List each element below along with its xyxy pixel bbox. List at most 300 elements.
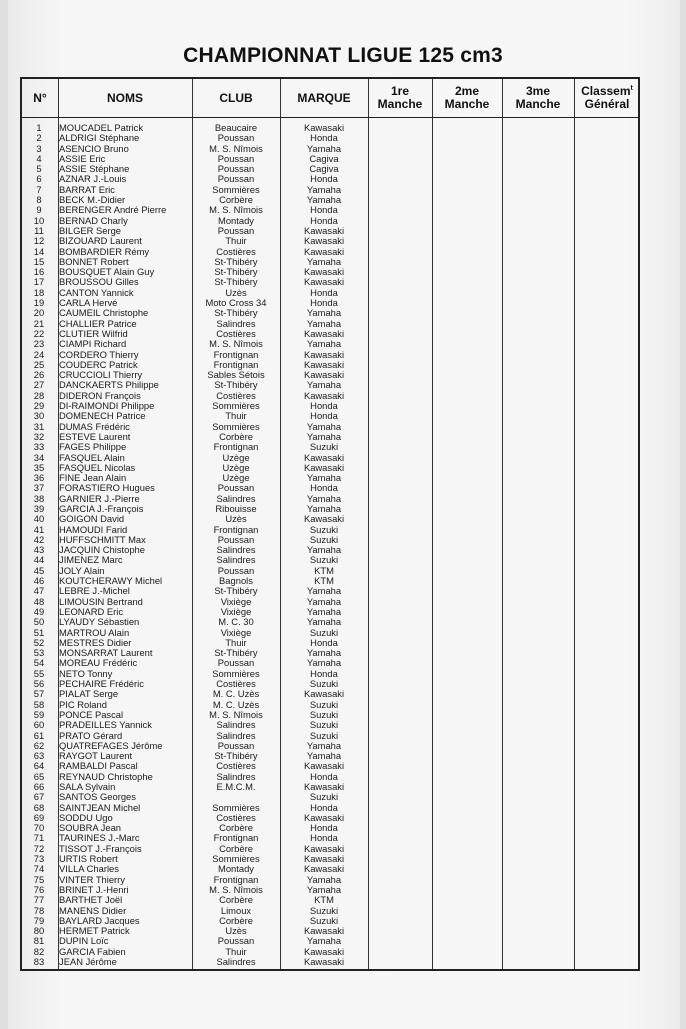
rider-brand: Honda [310, 832, 338, 844]
rider-name: BARRAT Eric [59, 183, 115, 195]
rider-name: JEAN Jérôme [59, 956, 117, 968]
rider-number: 80 [33, 925, 45, 937]
rider-number: 31 [33, 420, 45, 432]
rider-brand: Cagiva [309, 163, 339, 175]
rider-number: 39 [33, 502, 45, 514]
rider-number: 45 [33, 564, 45, 576]
rider-brand: Kawasaki [303, 925, 345, 937]
rider-brand: Suzuki [309, 533, 339, 545]
rider-number: 38 [33, 492, 45, 504]
rider-name: DOMENECH Patrice [59, 410, 146, 422]
header-overall-ranking: Classem$^t$ Général [581, 84, 633, 111]
rider-name: ASSIE Stéphane [59, 163, 130, 175]
table-row [22, 442, 638, 452]
rider-name: DI-RAIMONDI Philippe [59, 400, 155, 412]
rider-club: Corbère [219, 914, 253, 926]
rider-club: Montady [218, 863, 254, 875]
rider-club: Costières [216, 760, 256, 772]
rider-club: St-Thibéry [214, 647, 258, 659]
rider-list [22, 123, 638, 967]
rider-brand: Yamaha [306, 605, 342, 617]
rider-number: 55 [33, 667, 45, 679]
rider-name: BOUSQUET Alain Guy [59, 266, 155, 278]
rider-club: Poussan [217, 152, 255, 164]
rider-brand: Yamaha [306, 883, 342, 895]
rider-club: Thuir [225, 945, 247, 957]
rider-club: St-Thibéry [214, 255, 258, 267]
rider-number: 40 [33, 513, 45, 525]
results-table [20, 77, 640, 971]
rider-name: PIC Roland [59, 698, 107, 710]
rider-name: HERMET Patrick [59, 925, 130, 937]
rider-brand: Kawasaki [303, 348, 345, 360]
rider-name: SAINTJEAN Michel [59, 801, 141, 813]
rider-club: Frontignan [213, 358, 259, 370]
rider-name: TISSOT J.-François [59, 842, 142, 854]
rider-brand: Kawasaki [303, 224, 345, 236]
rider-brand: Kawasaki [303, 389, 345, 401]
rider-name: FORASTIERO Hugues [59, 482, 155, 494]
rider-number: 52 [33, 636, 45, 648]
rider-number: 65 [33, 770, 45, 782]
rider-club: Uzès [225, 286, 247, 298]
rider-brand: Honda [310, 770, 338, 782]
rider-name: BROUSSOU Gilles [59, 276, 139, 288]
rider-number: 49 [33, 605, 45, 617]
rider-club: Salindres [216, 770, 256, 782]
rider-number: 57 [33, 688, 45, 700]
rider-club: Thuir [225, 410, 247, 422]
rider-brand: Suzuki [309, 523, 339, 535]
table-row [22, 339, 638, 349]
rider-name: CARLA Hervé [59, 297, 118, 309]
rider-club: St-Thibéry [214, 266, 258, 278]
rider-club: M. C. 30 [218, 616, 254, 628]
rider-name: PIALAT Serge [59, 688, 119, 700]
rider-club: Corbère [219, 822, 253, 834]
rider-club: M. S. Nîmois [209, 883, 263, 895]
rider-name: LYAUDY Sébastien [59, 616, 140, 628]
rider-name: ASSIE Eric [59, 152, 106, 164]
rider-name: REYNAUD Christophe [59, 770, 153, 782]
rider-brand: KTM [314, 894, 334, 906]
rider-name: SOUBRA Jean [59, 822, 122, 834]
rider-club: St-Thibéry [214, 750, 258, 762]
rider-number: 37 [33, 482, 45, 494]
header-heat-2: 2me Manche [444, 84, 490, 111]
rider-brand: Yamaha [306, 194, 342, 206]
rider-name: AZNAR J.-Louis [59, 173, 127, 185]
rider-name: DUPIN Loïc [59, 935, 109, 947]
rider-number: 42 [33, 533, 45, 545]
rider-number: 46 [33, 575, 45, 587]
rider-club: Salindres [216, 492, 256, 504]
rider-name: SANTOS Georges [59, 791, 136, 803]
rider-number: 78 [33, 904, 45, 916]
rider-club: Frontignan [213, 832, 259, 844]
rider-name: PRATO Gérard [59, 729, 123, 741]
rider-number: 17 [33, 276, 45, 288]
rider-brand: Yamaha [306, 379, 342, 391]
rider-name: RAYGOT Laurent [59, 750, 133, 762]
rider-club: Poussan [217, 482, 255, 494]
rider-name: COUDERC Patrick [59, 358, 138, 370]
rider-club: Salindres [216, 729, 256, 741]
rider-brand: KTM [314, 564, 334, 576]
rider-brand: Cagiva [309, 152, 339, 164]
rider-name: MOUCADEL Patrick [59, 122, 144, 133]
rider-brand: Suzuki [309, 708, 339, 720]
rider-name: VINTER Thierry [59, 873, 125, 885]
rider-name: KOUTCHERAWY Michel [59, 575, 163, 587]
rider-brand: Yamaha [306, 657, 342, 669]
rider-name: BOMBARDIER Rémy [59, 245, 150, 257]
rider-number: 63 [33, 750, 45, 762]
rider-name: BARTHET Joël [59, 894, 123, 906]
rider-brand: Yamaha [306, 935, 342, 947]
rider-name: GARNIER J.-Pierre [59, 492, 140, 504]
rider-club: Corbère [219, 194, 253, 206]
rider-number: 71 [33, 832, 45, 844]
rider-club: St-Thibéry [214, 585, 258, 597]
rider-brand: Kawasaki [303, 235, 345, 247]
rider-name: BERENGER André Pierre [59, 204, 167, 216]
rider-club: Uzès [225, 513, 247, 525]
rider-brand: Yamaha [306, 338, 342, 350]
rider-brand: Kawasaki [303, 760, 345, 772]
rider-name: BECK M.-Didier [59, 194, 126, 206]
rider-brand: Kawasaki [303, 369, 345, 381]
rider-name: HAMOUDI Farid [59, 523, 128, 535]
rider-name: CLUTIER Wilfrid [59, 327, 128, 339]
rider-club: Poussan [217, 132, 255, 144]
rider-number: 50 [33, 616, 45, 628]
rider-club: Sommières [212, 853, 260, 865]
rider-club: Corbère [219, 430, 253, 442]
rider-number: 7 [36, 183, 42, 195]
rider-club: Poussan [217, 224, 255, 236]
rider-name: MESTRES Didier [59, 636, 132, 648]
rider-brand: Honda [310, 400, 338, 412]
rider-brand: Honda [310, 410, 338, 422]
rider-number: 9 [36, 204, 42, 216]
rider-club: Frontignan [213, 348, 259, 360]
rider-name: BILGER Serge [59, 224, 122, 236]
rider-number: 1 [36, 122, 42, 133]
rider-club: E.M.C.M. [216, 781, 256, 792]
rider-club: M. C. Uzès [212, 688, 260, 700]
header-divider [22, 117, 638, 118]
rider-brand: Honda [310, 667, 338, 679]
rider-name: JACQUIN Chistophe [59, 544, 145, 556]
rider-number: 14 [33, 245, 45, 257]
rider-number: 8 [36, 194, 42, 206]
rider-number: 73 [33, 853, 45, 865]
rider-number: 64 [33, 760, 45, 772]
rider-number: 54 [33, 657, 45, 669]
rider-number: 19 [33, 297, 45, 309]
rider-name: PONCE Pascal [59, 708, 124, 720]
rider-number: 10 [33, 214, 45, 226]
rider-name: PECHAIRE Frédéric [59, 678, 144, 690]
rider-number: 72 [33, 842, 45, 854]
rider-number: 76 [33, 883, 45, 895]
rider-club: Poussan [217, 657, 255, 669]
rider-club: Sommières [212, 183, 260, 195]
rider-brand: Honda [310, 636, 338, 648]
rider-brand: Kawasaki [303, 327, 345, 339]
rider-brand: Kawasaki [303, 842, 345, 854]
rider-club: Costières [216, 327, 256, 339]
rider-club: St-Thibéry [214, 307, 258, 319]
rider-name: CAUMEIL Christophe [59, 307, 149, 319]
rider-name: PRADEILLES Yannick [59, 719, 152, 731]
rider-name: QUATREFAGES Jérôme [59, 739, 163, 751]
rider-number: 59 [33, 708, 45, 720]
rider-brand: Yamaha [306, 647, 342, 659]
rider-brand: Kawasaki [303, 811, 345, 823]
rider-number: 56 [33, 678, 45, 690]
rider-club: Sommières [212, 667, 260, 679]
rider-name: DANCKAERTS Philippe [59, 379, 159, 391]
rider-brand: Honda [310, 801, 338, 813]
rider-number: 26 [33, 369, 45, 381]
rider-club: Vixiège [220, 605, 252, 617]
rider-number: 41 [33, 523, 45, 535]
rider-number: 34 [33, 451, 45, 463]
rider-brand: Kawasaki [303, 853, 345, 865]
header-heat-1: 1re Manche [377, 84, 423, 111]
rider-brand: Yamaha [306, 420, 342, 432]
rider-number: 27 [33, 379, 45, 391]
rider-number: 60 [33, 719, 45, 731]
rider-club: M. S. Nîmois [209, 708, 263, 720]
rider-number: 6 [36, 173, 42, 185]
rider-number: 62 [33, 739, 45, 751]
rider-brand: Yamaha [306, 750, 342, 762]
rider-number: 51 [33, 626, 45, 638]
rider-brand: Kawasaki [303, 945, 345, 957]
rider-name: GOIGON David [59, 513, 125, 525]
rider-brand: Yamaha [306, 430, 342, 442]
rider-name: ASENCIO Bruno [59, 142, 129, 154]
rider-brand: Yamaha [306, 317, 342, 329]
rider-club: Salindres [216, 719, 256, 731]
rider-club: Salindres [216, 554, 256, 566]
rider-club: Poussan [217, 533, 255, 545]
rider-number: 43 [33, 544, 45, 556]
rider-name: BAYLARD Jacques [59, 914, 140, 926]
rider-number: 74 [33, 863, 45, 875]
rider-number: 11 [34, 224, 44, 236]
rider-brand: Yamaha [306, 255, 342, 267]
rider-brand: Yamaha [306, 502, 342, 514]
rider-name: MONSARRAT Laurent [59, 647, 153, 659]
rider-club: Ribouisse [215, 502, 257, 514]
rider-number: 30 [33, 410, 45, 422]
rider-club: Thuir [225, 235, 247, 247]
rider-number: 66 [33, 781, 45, 792]
rider-club: Costières [216, 245, 256, 257]
rider-brand: Kawasaki [303, 956, 345, 968]
rider-number: 18 [33, 286, 45, 298]
rider-number: 53 [33, 647, 45, 659]
rider-number: 21 [33, 317, 45, 329]
rider-club: Vixiège [220, 626, 252, 638]
rider-name: DIDERON François [59, 389, 141, 401]
rider-club: Montady [218, 214, 254, 226]
header-names: NOMS [107, 90, 143, 105]
rider-club: Costières [216, 678, 256, 690]
rider-number: 4 [36, 152, 42, 164]
rider-brand: Kawasaki [303, 276, 345, 288]
header-club: CLUB [219, 90, 253, 105]
rider-number: 29 [33, 400, 45, 412]
rider-club: Costières [216, 811, 256, 823]
rider-club: Uzège [222, 451, 250, 463]
rider-name: DUMAS Frédéric [59, 420, 130, 432]
rider-brand: KTM [314, 575, 334, 587]
rider-number: 2 [36, 132, 42, 144]
rider-brand: Yamaha [306, 739, 342, 751]
rider-brand: Kawasaki [303, 245, 345, 257]
rider-brand: Suzuki [309, 791, 339, 803]
rider-brand: Honda [310, 482, 338, 494]
rider-brand: Suzuki [309, 678, 339, 690]
rider-name: GARCIA Fabien [59, 945, 126, 957]
rider-number: 68 [33, 801, 45, 813]
rider-brand: Kawasaki [303, 863, 345, 875]
rider-club: Corbère [219, 842, 253, 854]
rider-club: Poussan [217, 163, 255, 175]
rider-brand: Honda [310, 214, 338, 226]
rider-name: FASQUEL Alain [59, 451, 125, 463]
rider-name: LIMOUSIN Bertrand [59, 595, 143, 607]
rider-name: NETO Tonny [59, 667, 113, 679]
rider-club: Frontignan [213, 441, 259, 453]
rider-name: TAURINES J.-Marc [59, 832, 140, 844]
rider-number: 35 [33, 461, 45, 473]
rider-number: 33 [33, 441, 45, 453]
rider-club: St-Thibéry [214, 379, 258, 391]
rider-brand: Yamaha [306, 616, 342, 628]
rider-brand: Suzuki [309, 914, 339, 926]
rider-number: 24 [33, 348, 45, 360]
rider-club: M. S. Nîmois [209, 338, 263, 350]
rider-name: URTIS Robert [59, 853, 118, 865]
rider-brand: Suzuki [309, 729, 339, 741]
rider-club: Beaucaire [214, 122, 258, 133]
rider-number: 3 [36, 142, 42, 154]
rider-club: Uzège [222, 472, 250, 484]
rider-name: RAMBALDI Pascal [59, 760, 138, 772]
rider-club: Sables Sétois [207, 369, 265, 381]
rider-club: Costières [216, 389, 256, 401]
rider-number: 67 [33, 791, 45, 803]
rider-club: Limoux [220, 904, 252, 916]
rider-name: SALA Sylvain [59, 781, 116, 792]
rider-club: M. S. Nîmois [209, 204, 263, 216]
rider-brand: Yamaha [306, 472, 342, 484]
rider-name: CHALLIER Patrice [59, 317, 137, 329]
rider-club: Frontignan [213, 523, 259, 535]
rider-club: Moto Cross 34 [205, 297, 267, 309]
rider-brand: Yamaha [306, 183, 342, 195]
rider-club: Sommières [212, 400, 260, 412]
rider-number: 82 [33, 945, 45, 957]
rider-number: 44 [33, 554, 45, 566]
rider-brand: Suzuki [309, 719, 339, 731]
rider-club: Salindres [216, 317, 256, 329]
rider-brand: Suzuki [309, 904, 339, 916]
rider-number: 75 [33, 873, 45, 885]
header-heat-3: 3me Manche [515, 84, 561, 111]
rider-brand: Yamaha [306, 585, 342, 597]
rider-number: 28 [33, 389, 45, 401]
rider-number: 5 [36, 163, 42, 175]
rider-number: 16 [33, 266, 45, 278]
rider-club: Uzège [222, 461, 250, 473]
rider-name: BERNAD Charly [59, 214, 128, 226]
rider-brand: Yamaha [306, 873, 342, 885]
rider-club: Poussan [217, 739, 255, 751]
rider-brand: Honda [310, 173, 338, 185]
rider-club: Uzès [225, 925, 247, 937]
rider-name: FASQUEL Nicolas [59, 461, 136, 473]
rider-brand: Yamaha [306, 307, 342, 319]
rider-brand: Kawasaki [303, 122, 345, 133]
rider-brand: Kawasaki [303, 781, 345, 792]
rider-club: Sommières [212, 801, 260, 813]
rider-brand: Kawasaki [303, 358, 345, 370]
rider-name: BRINET J.-Henri [59, 883, 129, 895]
rider-name: CORDERO Thierry [59, 348, 139, 360]
page-title: CHAMPIONNAT LIGUE 125 cm3 [183, 44, 503, 67]
rider-club: Frontignan [213, 873, 259, 885]
rider-brand: Honda [310, 132, 338, 144]
header-number: N° [33, 90, 47, 105]
rider-brand: Suzuki [309, 554, 339, 566]
rider-club: Poussan [217, 935, 255, 947]
rider-name: SODDU Ugo [59, 811, 113, 823]
rider-number: 47 [33, 585, 45, 597]
rider-name: LEBRE J.-Michel [59, 585, 130, 597]
rider-brand: Honda [310, 822, 338, 834]
rider-brand: Suzuki [309, 441, 339, 453]
rider-name: BIZOUARD Laurent [59, 235, 142, 247]
rider-club: M. S. Nîmois [209, 142, 263, 154]
rider-brand: Honda [310, 286, 338, 298]
table-row [22, 957, 638, 967]
rider-brand: Kawasaki [303, 461, 345, 473]
rider-name: MARTROU Alain [59, 626, 130, 638]
rider-club: St-Thibéry [214, 276, 258, 288]
table-row [22, 720, 638, 730]
rider-number: 81 [33, 935, 45, 947]
rider-brand: Kawasaki [303, 266, 345, 278]
rider-number: 70 [33, 822, 45, 834]
rider-name: BONNET Robert [59, 255, 129, 267]
rider-name: MANENS Didier [59, 904, 127, 916]
rider-number: 36 [33, 472, 45, 484]
rider-brand: Kawasaki [303, 688, 345, 700]
rider-name: CRUCCIOLI Thierry [59, 369, 143, 381]
rider-club: Sommières [212, 420, 260, 432]
rider-name: ALDRIGI Stéphane [59, 132, 140, 144]
rider-club: Poussan [217, 173, 255, 185]
rider-brand: Suzuki [309, 626, 339, 638]
rider-brand: Yamaha [306, 142, 342, 154]
